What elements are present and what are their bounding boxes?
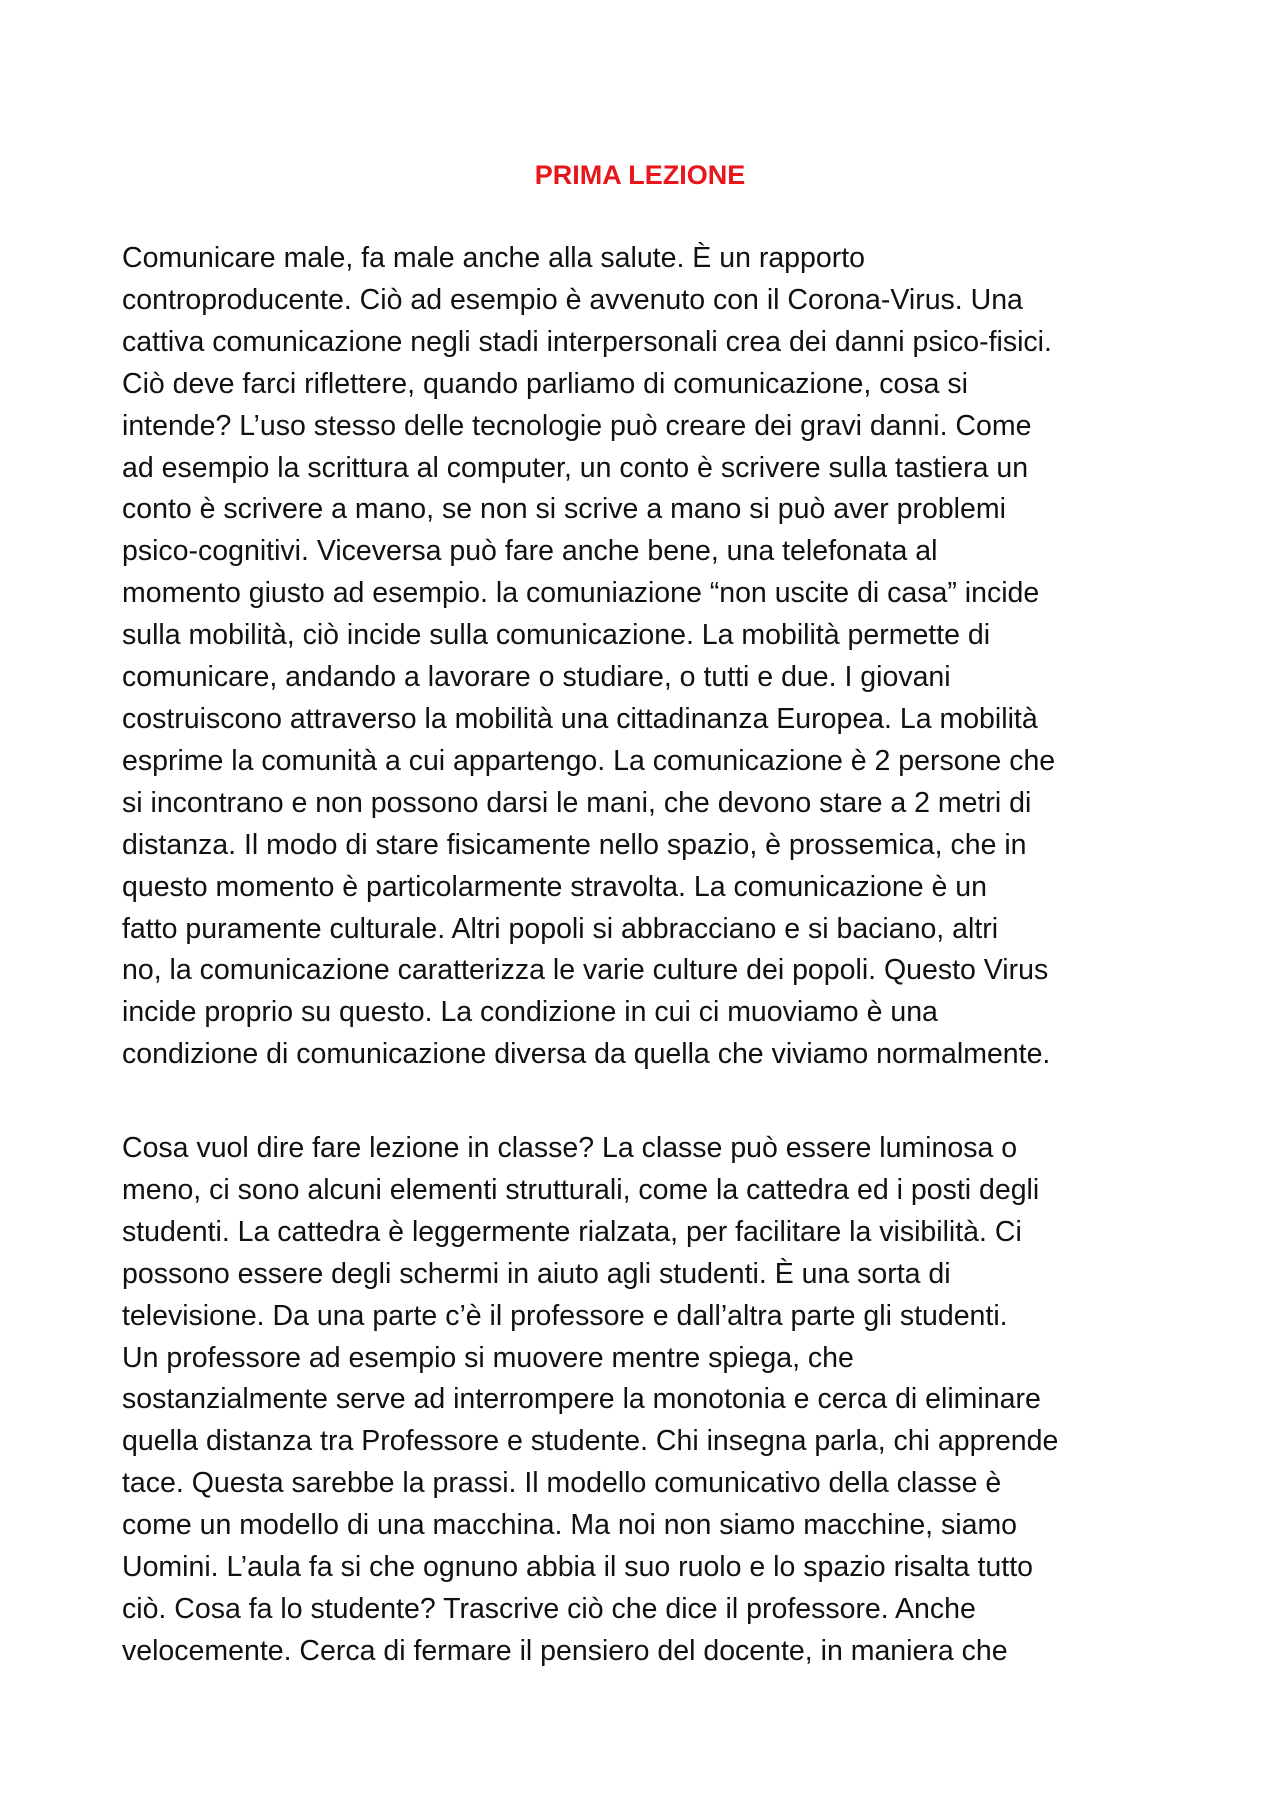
paragraph-line: Un professore ad esempio si muovere mentre spiega, che	[122, 1341, 854, 1374]
paragraph-line: sostanzialmente serve ad interrompere la monotonia e cerca di eliminare	[122, 1383, 1041, 1416]
paragraph-line: questo momento è particolarmente stravolta. La comunicazione è un	[122, 870, 987, 903]
paragraph-line: fatto puramente culturale. Altri popoli si abbracciano e si baciano, altri	[122, 912, 999, 945]
paragraph-line: Comunicare male, fa male anche alla salute. È un rapporto	[122, 242, 865, 274]
paragraph-line: Cosa vuol dire fare lezione in classe? La classe può essere luminosa o	[122, 1132, 1018, 1164]
paragraph-line: Uomini. L’aula fa si che ognuno abbia il suo ruolo e lo spazio risalta tutto	[122, 1551, 1033, 1584]
paragraph-line: Ciò deve farci riflettere, quando parliamo di comunicazione, cosa si	[122, 367, 968, 400]
paragraph-line: si incontrano e non possono darsi le mani, che devono stare a 2 metri di	[122, 786, 1032, 819]
paragraph-line: comunicare, andando a lavorare o studiare, o tutti e due. I giovani	[122, 661, 951, 694]
paragraph-1	[122, 238, 1172, 1076]
paragraph-line: televisione. Da una parte c’è il professore e dall’altra parte gli studenti.	[122, 1299, 1008, 1332]
paragraph-line: intende? L’uso stesso delle tecnologie può creare dei gravi danni. Come	[122, 409, 1032, 442]
paragraph-line: studenti. La cattedra è leggermente rialzata, per facilitare la visibilità. Ci	[122, 1215, 1022, 1248]
paragraph-line: quella distanza tra Professore e studente. Chi insegna parla, chi apprende	[122, 1425, 1059, 1458]
paragraph-line: meno, ci sono alcuni elementi strutturali, come la cattedra ed i posti degli	[122, 1173, 1040, 1206]
paragraph-line: psico-cognitivi. Viceversa può fare anche bene, una telefonata al	[122, 535, 938, 568]
paragraph-line: tace. Questa sarebbe la prassi. Il modello comunicativo della classe è	[122, 1467, 1002, 1500]
paragraph-line: no, la comunicazione caratterizza le varie culture dei popoli. Questo Virus	[122, 954, 1049, 987]
paragraph-line: cattiva comunicazione negli stadi interpersonali crea dei danni psico-fisici.	[122, 325, 1052, 358]
paragraph-line: controproducente. Ciò ad esempio è avvenuto con il Corona-Virus. Una	[122, 283, 1023, 316]
paragraph-line: come un modello di una macchina. Ma noi non siamo macchine, siamo	[122, 1509, 1018, 1542]
paragraph-line: possono essere degli schermi in aiuto agli studenti. È una sorta di	[122, 1257, 951, 1290]
paragraph-line: esprime la comunità a cui appartengo. La comunicazione è 2 persone che	[122, 744, 1056, 777]
paragraph-line: velocemente. Cerca di fermare il pensiero del docente, in maniera che	[122, 1634, 1008, 1667]
paragraph-line: incide proprio su questo. La condizione in cui ci muoviamo è una	[122, 996, 938, 1029]
paragraph-line: costruiscono attraverso la mobilità una cittadinanza Europea. La mobilità	[122, 702, 1038, 735]
paragraph-2	[122, 1128, 1172, 1673]
paragraph-line: sulla mobilità, ciò incide sulla comunicazione. La mobilità permette di	[122, 619, 991, 652]
paragraph-line: condizione di comunicazione diversa da quella che viviamo normalmente.	[122, 1038, 1051, 1071]
paragraph-line: ciò. Cosa fa lo studente? Trascrive ciò che dice il professore. Anche	[122, 1592, 976, 1625]
paragraph-line: ad esempio la scrittura al computer, un conto è scrivere sulla tastiera un	[122, 451, 1029, 484]
paragraph-line: momento giusto ad esempio. la comuniazione “non uscite di casa” incide	[122, 577, 1040, 610]
page-title: PRIMA LEZIONE	[534, 160, 746, 190]
paragraph-line: conto è scrivere a mano, se non si scrive a mano si può aver problemi	[122, 493, 1006, 526]
paragraph-line: distanza. Il modo di stare fisicamente nello spazio, è prossemica, che in	[122, 828, 1027, 861]
